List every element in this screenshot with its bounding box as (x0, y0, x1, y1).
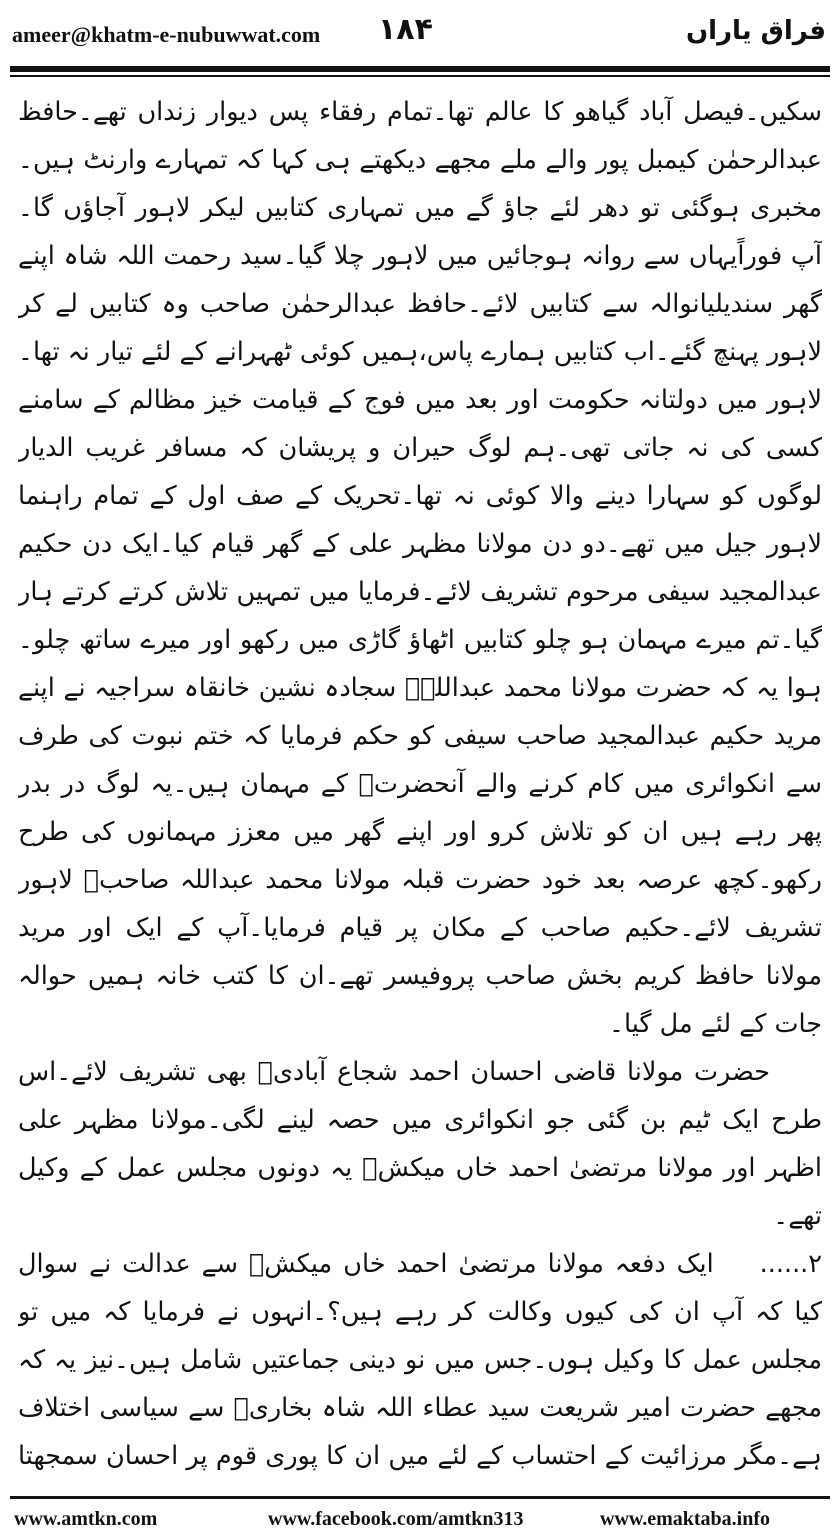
page-header (0, 0, 840, 86)
footer-link-facebook[interactable]: www.facebook.com/amtkn313 (268, 1508, 524, 1530)
header-rule-thick (10, 66, 830, 72)
item-number: ۲...... (759, 1249, 822, 1279)
email-address: ameer@khatm-e-nubuwwat.com (12, 22, 321, 47)
book-title: فراق یاراں (685, 16, 826, 46)
page-number: ۱۸۴ (378, 12, 433, 47)
numbered-paragraph (18, 1240, 822, 1483)
page-body (18, 88, 822, 1483)
paragraph: سکیں۔فیصل آباد گیاھو کا عالم تھا۔تمام رفقاء پس دیوار زنداں تھے۔حافظ عبدالرحمٰن کیمبل پور والے ملے مجھے دیکھتے ہی کہا کہ تمہارے وارنٹ ہیں۔مخبری ہوگئی تو دھر لئے جاؤ گے میں تمہاری کتابیں لیکر لاہور آجاؤں گا۔آپ فوراًیہاں سے روانہ ہوجائیں میں لاہور چلا گیا۔سید رحمت اللہ شاہ اپنے گھر سندیلیانوالہ سے کتابیں لائے۔حافظ عبدالرحمٰن صاحب وہ کتابیں لے کر لاہور پہنچ گئے۔اب کتابیں ہمارے پاس،ہمیں کوئی ٹھہرانے کے لئے تیار نہ تھا۔لاہور میں دولتانہ حکومت اور بعد میں فوج کے قیامت خیز مظالم کے سامنے کسی کی نہ جاتی تھی۔ہم لوگ حیران و پریشان کہ مسافر غریب الدیار لوگوں کو سہارا دینے والا کوئی نہ تھا۔تحریک کے صف اول کے تمام راہنما لاہور جیل میں تھے۔دو دن مولانا مظہر علی کے گھر قیام کیا۔ایک دن حکیم عبدالمجید سیفی مرحوم تشریف لائے۔فرمایا میں تمہیں تلاش کرتے کرتے ہار گیا۔تم میرے مہمان ہو چلو کتابیں اٹھاؤ گاڑی میں رکھو اور میرے ساتھ چلو۔ہوا یہ کہ حضرت مولانا محمد عبداللہؒ سجادہ نشین خانقاہ سراجیہ نے اپنے مرید حکیم عبدالمجید صاحب سیفی کو حکم فرمایا کہ ختم نبوت کی طرف سے انکوائری میں کام کرنے والے آنحضرتﷺ کے مہمان ہیں۔یہ لوگ در بدر پھر رہے ہیں ان کو تلاش کرو اور اپنے گھر میں معزز مہمانوں کی طرح رکھو۔کچھ عرصہ بعد خود حضرت قبلہ مولانا محمد عبداللہ صاحبؒ لاہور تشریف لائے۔حکیم صاحب کے مکان پر قیام فرمایا۔آپ کے ایک اور مرید مولانا حافظ کریم بخش صاحب پروفیسر تھے۔ان کا کتب خانہ ہمیں حوالہ جات کے لئے مل گیا۔ (18, 97, 822, 1039)
footer-rule (10, 1496, 830, 1499)
paragraph: حضرت مولانا قاضی احسان احمد شجاع آبادیؒ بھی تشریف لائے۔اس طرح ایک ٹیم بن گئی جو انکوائری میں حصہ لینے لگی۔مولانا مظہر علی اظہر اور مولانا مرتضیٰ احمد خاں میکشؒ یہ دونوں مجلس عمل کے وکیل تھے۔ (18, 1057, 822, 1231)
paragraph-text: ایک دفعہ مولانا مرتضیٰ احمد خاں میکشؒ سے عدالت نے سوال کیا کہ آپ ان کی کیوں وکالت کر رہے ہیں؟۔انہوں نے فرمایا کہ میں تو مجلس عمل کا وکیل ہوں۔جس میں نو دینی جماعتیں شامل ہیں۔نیز یہ کہ مجھے حضرت امیر شریعت سید عطاء اللہ شاہ بخاریؒ سے سیاسی اختلاف ہے۔مگر مرزائیت کے احتساب کے لئے میں ان کا پوری قوم پر احسان سمجھتا (18, 1249, 822, 1471)
page-footer (0, 1496, 840, 1536)
header-rule-thin (10, 75, 830, 77)
footer-link-emaktaba[interactable]: www.emaktaba.info (600, 1508, 771, 1530)
footer-link-website[interactable]: www.amtkn.com (14, 1508, 158, 1530)
